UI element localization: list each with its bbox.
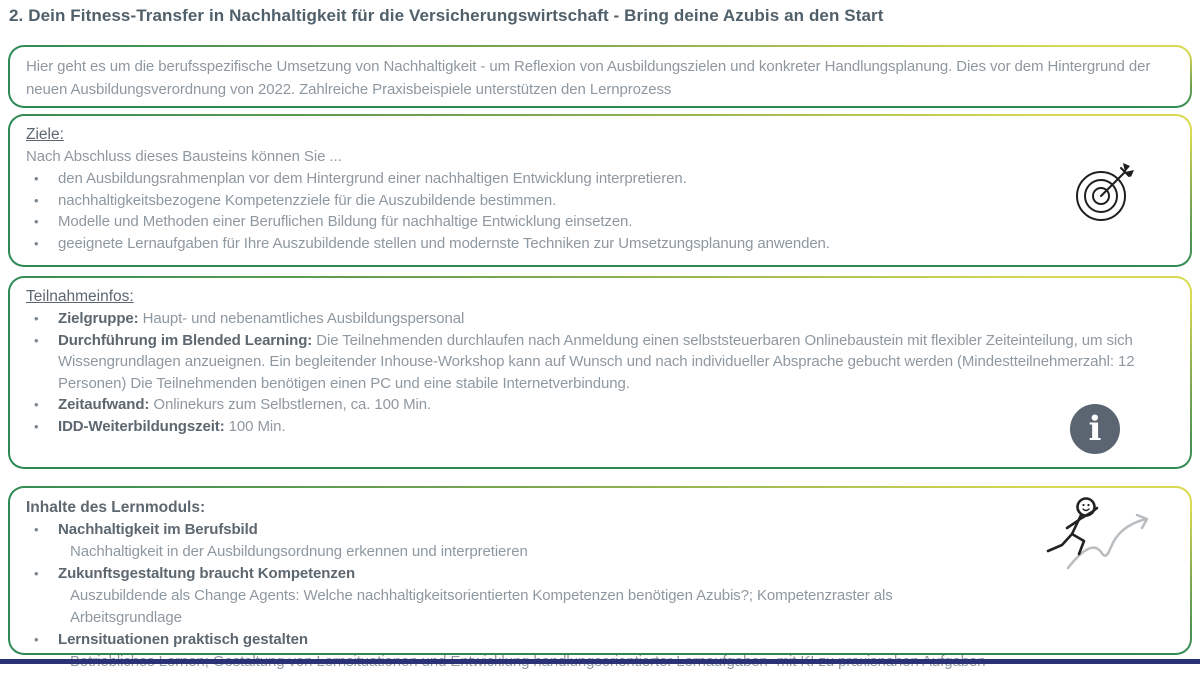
participation-item-label: Zeitaufwand: bbox=[58, 396, 150, 413]
goals-item-text: Modelle und Methoden einer Beruflichen Bildung für nachhaltige Entwicklung einsetzen. bbox=[58, 213, 633, 230]
content-list-item bbox=[26, 629, 1174, 673]
content-box-inner bbox=[10, 488, 1190, 653]
goals-heading: Ziele: bbox=[26, 126, 64, 143]
intro-box-inner bbox=[10, 47, 1190, 106]
participation-item-text bbox=[58, 416, 1174, 438]
content-heading: Inhalte des Lernmoduls: bbox=[26, 499, 206, 516]
intro-box bbox=[8, 45, 1192, 108]
participation-item-text bbox=[58, 394, 1174, 416]
goals-item-text: geeignete Lernaufgaben für Ihre Auszubildende stellen und modernste Techniken zur Umsetzungsplanung anwenden. bbox=[58, 234, 830, 252]
goals-subheading: Nach Abschluss dieses Bausteins können Sie ... bbox=[26, 148, 342, 165]
participation-item-value: 100 Min. bbox=[228, 417, 286, 435]
bullet-icon: • bbox=[34, 566, 39, 581]
participation-heading: Teilnahmeinfos: bbox=[26, 288, 134, 305]
bottom-divider-bar bbox=[0, 659, 1200, 664]
goals-list-item bbox=[26, 190, 1174, 212]
participation-box-inner bbox=[10, 278, 1190, 467]
participation-item-label: Durchführung im Blended Learning: bbox=[58, 331, 313, 349]
content-item-title: Zukunftsgestaltung braucht Kompetenzen bbox=[58, 565, 356, 582]
goals-list bbox=[26, 168, 1174, 254]
participation-list-item bbox=[26, 394, 1174, 416]
goals-list-item bbox=[26, 211, 1174, 233]
participation-item-value: Onlinekurs zum Selbstlernen, ca. 100 Min. bbox=[153, 396, 432, 413]
content-list-item bbox=[26, 519, 1174, 563]
bullet-icon: • bbox=[34, 418, 39, 434]
bullet-icon: • bbox=[34, 214, 39, 229]
goals-box bbox=[8, 114, 1192, 267]
runner-arrow-icon bbox=[1034, 492, 1162, 585]
bullet-icon: • bbox=[34, 522, 39, 537]
bullet-icon: • bbox=[34, 332, 39, 348]
content-item-description: Auszubildende als Change Agents: Welche nachhaltigkeitsorientierten Kompetenzen benötigen Azubis?; Kompetenzraster als Arbeitsgrundlage bbox=[70, 587, 893, 626]
bullet-icon: • bbox=[34, 632, 39, 647]
content-list bbox=[26, 519, 1174, 673]
goals-item-text: nachhaltigkeitsbezogene Kompetenzziele für die Auszubildende bestimmen. bbox=[58, 191, 557, 209]
bullet-icon: • bbox=[34, 311, 39, 326]
content-item-title: Lernsituationen praktisch gestalten bbox=[58, 631, 308, 648]
participation-item-value: Die Teilnehmenden durchlaufen nach Anmeldung einen selbststeuerbaren Onlinebaustein mit flexibler Zeiteinteilung, um sich Wissengrundlagen anzueignen. Ein begleitender Inhouse-Workshop kann auf Wunsch und nach individueller Absprache gebucht werden (Mindestteilnehmerzahl: 12 Personen) Die Teilnehmenden benötigen einen PC und eine stabile Internetverbindung. bbox=[58, 331, 1135, 392]
content-item-description: Nachhaltigkeit in der Ausbildungsordnung erkennen und interpretieren bbox=[70, 543, 528, 560]
bullet-icon: • bbox=[34, 235, 39, 251]
goals-item-text: den Ausbildungsrahmenplan vor dem Hintergrund einer nachhaltigen Entwicklung interpretieren. bbox=[58, 170, 687, 187]
info-icon: i bbox=[1070, 404, 1120, 454]
participation-list bbox=[26, 308, 1174, 437]
participation-list-item bbox=[26, 416, 1174, 438]
participation-list-item bbox=[26, 308, 1174, 330]
participation-item-value: Haupt- und nebenamtliches Ausbildungspersonal bbox=[142, 310, 465, 327]
participation-item-label: Zielgruppe: bbox=[58, 310, 139, 327]
bullet-icon: • bbox=[34, 192, 39, 208]
participation-item-label: IDD-Weiterbildungszeit: bbox=[58, 417, 225, 435]
page-title: 2. Dein Fitness-Transfer in Nachhaltigkeit für die Versicherungswirtschaft - Bring deine Azubis an den Start bbox=[9, 6, 884, 25]
target-dartboard-icon bbox=[1074, 158, 1138, 229]
participation-list-item bbox=[26, 330, 1174, 395]
goals-list-item bbox=[26, 168, 1174, 190]
bullet-icon: • bbox=[34, 397, 39, 412]
content-item-title: Nachhaltigkeit im Berufsbild bbox=[58, 521, 258, 538]
bullet-icon: • bbox=[34, 171, 39, 186]
intro-text: Hier geht es um die berufsspezifische Umsetzung von Nachhaltigkeit - um Reflexion von Ausbildungszielen und konkreter Handlungsplanung. Dies vor dem Hintergrund der neuen Ausbildungsverordnung von 2022. Zahlreiche Praxisbeispiele unterstützen den Lernprozess bbox=[26, 58, 1151, 98]
goals-box-inner bbox=[10, 116, 1190, 265]
participation-box bbox=[8, 276, 1192, 469]
content-box bbox=[8, 486, 1192, 655]
goals-list-item bbox=[26, 233, 1174, 255]
participation-item-text bbox=[58, 330, 1174, 395]
participation-item-text bbox=[58, 308, 1174, 330]
content-list-item bbox=[26, 563, 1174, 629]
